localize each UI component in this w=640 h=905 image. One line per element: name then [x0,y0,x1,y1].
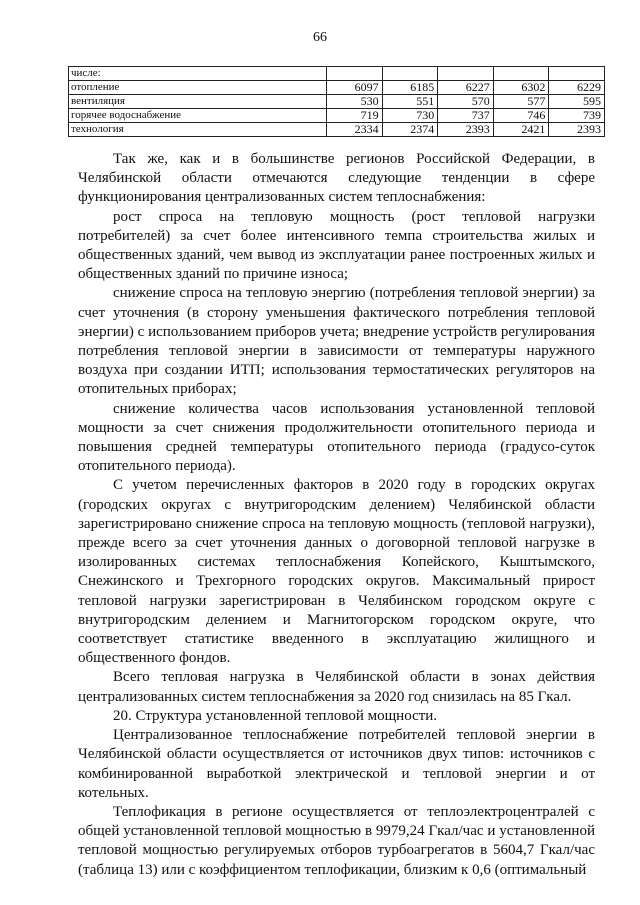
paragraph: С учетом перечисленных факторов в 2020 году в городских округах (городских округах с внутригородским делением) Челябинской области зарегистрировано снижение спроса на тепловую мощность (тепловой нагрузки), прежде всего за счет уточнения данных о договорной тепловой нагрузке в изолированных системах теплоснабжения Копейского, Кыштымского, Снежинского и Трехгорного городских округов. Максимальный прирост тепловой нагрузки зарегистрирован в Челябинском городском округе с внутригородским делением и Магнитогорском городском округе, что соответствует статистике введенного в эксплуатацию жилищного и общественного фондов. [78,477,595,667]
table-cell [382,67,438,81]
table-cell: 2334 [327,123,383,137]
table-cell: 2393 [438,123,494,137]
table-cell [438,67,494,81]
table-cell [327,67,383,81]
table-row-label: числе: [69,67,327,81]
table-row-label: вентиляция [69,95,327,109]
table-cell: 577 [493,95,549,109]
table-cell: 2374 [382,123,438,137]
section-heading: 20. Структура установленной тепловой мощности. [113,707,438,724]
paragraph: снижение спроса на тепловую энергию (потребления тепловой энергии) за счет уточнения (в сторону уменьшения фактического потребления тепловой энергии) с использованием приборов учета; внедрение устройств регулирования потребления тепловой энергии в зависимости от температуры наружного воздуха при создании ИТП; использования термостатических регуляторов на отопительных приборах; [78,285,595,398]
table-cell: 595 [549,95,605,109]
paragraph: Так же, как и в большинстве регионов Российской Федерации, в Челябинской области отмечаются следующие тенденции в сфере функционирования централизованных систем теплоснабжения: [78,151,595,206]
table-cell: 2393 [549,123,605,137]
table-row [69,109,605,123]
table-cell: 746 [493,109,549,123]
data-table [68,66,605,137]
table-row-label: технология [69,123,327,137]
table-cell: 570 [438,95,494,109]
paragraph: Теплофикация в регионе осуществляется от теплоэлектроцентралей с общей установленной тепловой мощностью в 9979,24 Гкал/час и установленной тепловой мощностью регулируемых отборов турбоагрегатов в 5604,7 Гкал/час (таблица 13) или с коэффициентом теплофикации, близким к 0,6 (оптимальный [78,803,595,878]
table-row [69,123,605,137]
table-cell: 6229 [549,81,605,95]
table-row-label: горячее водоснабжение [69,109,327,123]
table-cell: 719 [327,109,383,123]
paragraph: снижение количества часов использования установленной тепловой мощности за счет снижения продолжительности отопительного периода и повышения средней температуры отопительного периода (градусо-суток отопительного периода). [78,400,595,475]
table-cell: 6185 [382,81,438,95]
table-cell [493,67,549,81]
table-row [69,95,605,109]
table-cell: 2421 [493,123,549,137]
table-cell: 6227 [438,81,494,95]
table-cell: 739 [549,109,605,123]
table-cell: 551 [382,95,438,109]
page-number: 66 [313,30,327,45]
table-cell: 6302 [493,81,549,95]
table-cell: 6097 [327,81,383,95]
table-row [69,67,605,81]
document-body [78,150,595,880]
table-cell: 530 [327,95,383,109]
table-cell [549,67,605,81]
table-cell: 737 [438,109,494,123]
table-row-label: отопление [69,81,327,95]
table-row [69,81,605,95]
paragraph: рост спроса на тепловую мощность (рост тепловой нагрузки потребителей) за счет более интенсивного темпа строительства жилых и общественных зданий, чем вывод из эксплуатации ранее построенных жилых и общественных зданий по причине износа; [78,208,595,283]
paragraph: Централизованное теплоснабжение потребителей тепловой энергии в Челябинской области осуществляется от источников двух типов: источников с комбинированной выработкой электрической и тепловой энергии и от котельных. [78,727,595,801]
paragraph: Всего тепловая нагрузка в Челябинской области в зонах действия централизованных систем теплоснабжения за 2020 год снизилась на 85 Гкал. [78,669,595,705]
table-cell: 730 [382,109,438,123]
